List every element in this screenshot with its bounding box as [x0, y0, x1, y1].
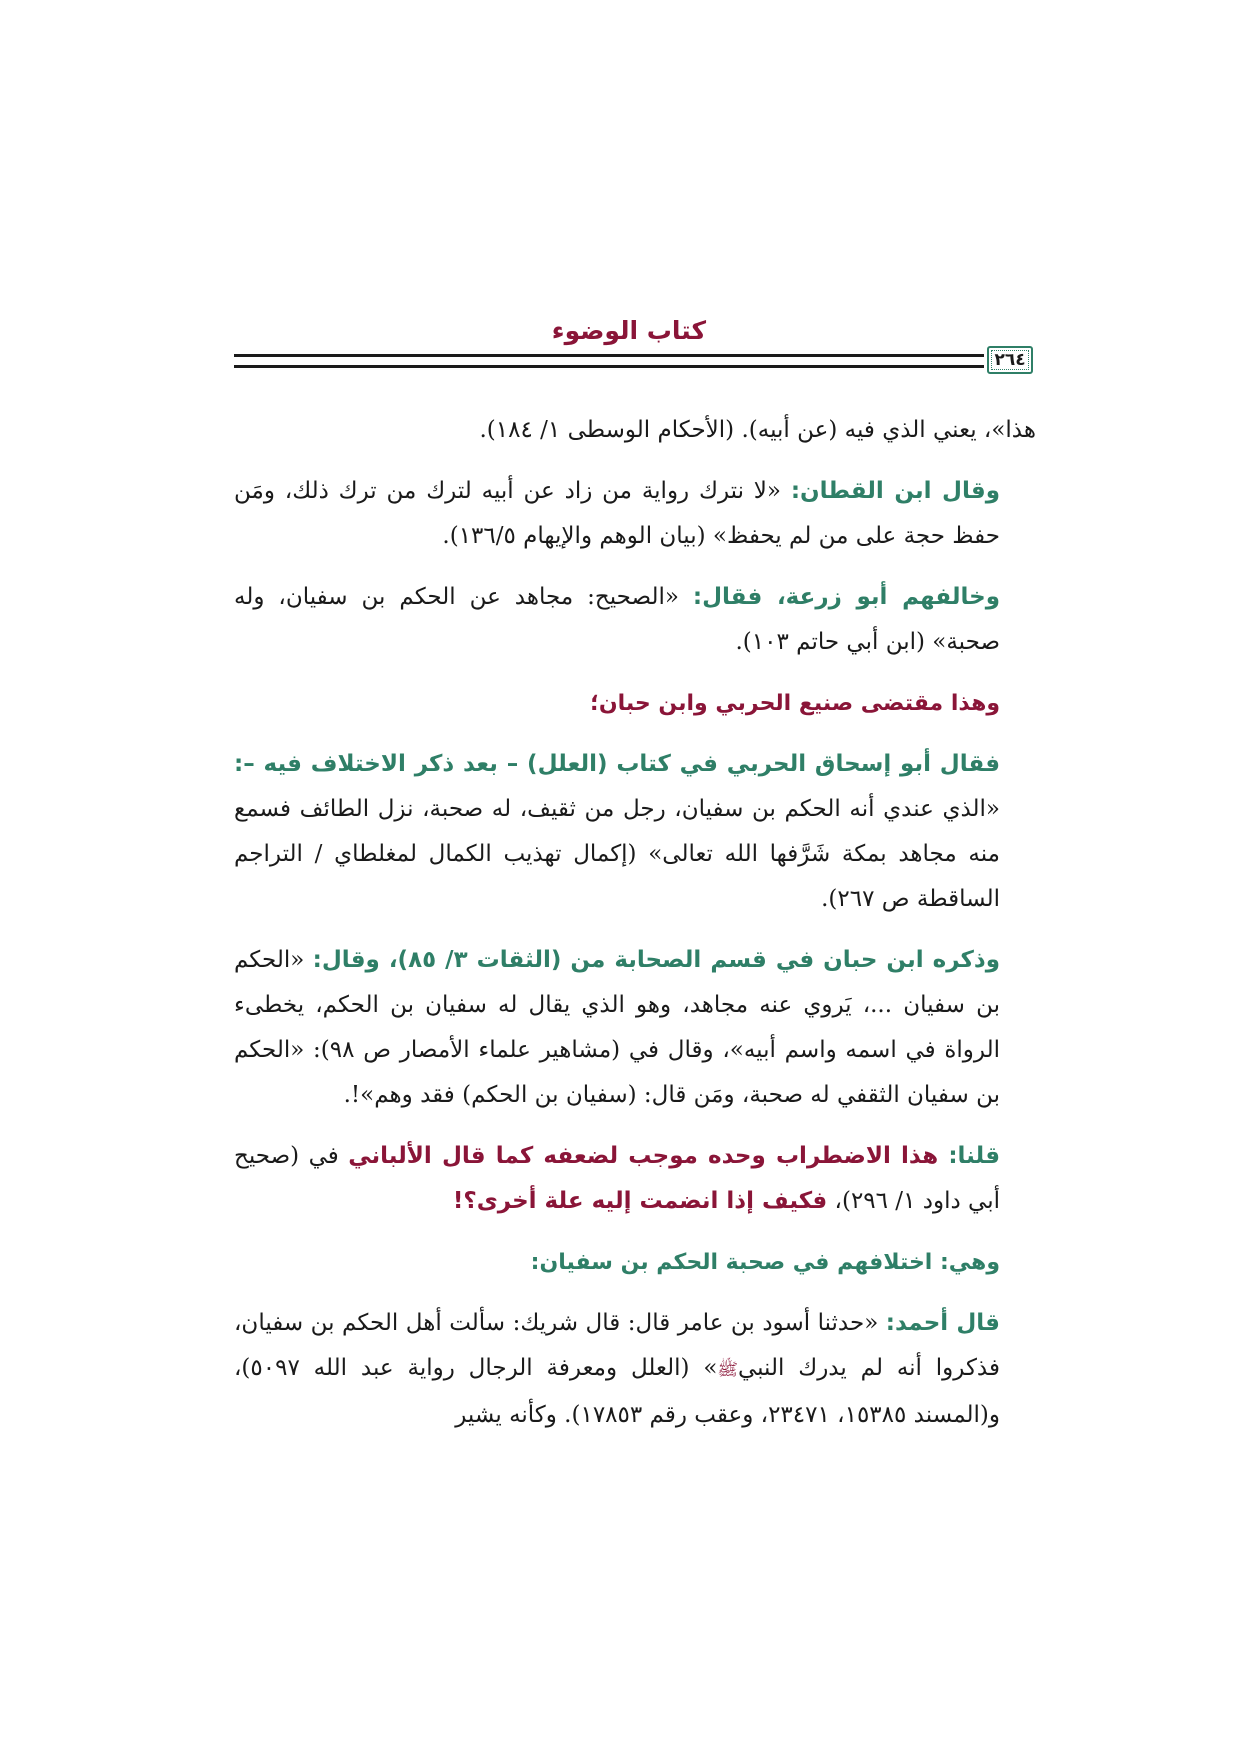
section-heading: وهذا مقتضى صنيع الحربي وابن حبان؛	[590, 691, 1000, 716]
paragraph-text: في (صحيح أبي داود ١/ ٢٩٦)،	[234, 1143, 1000, 1214]
paragraph-text: «الصحيح: مجاهد عن الحكم بن سفيان، وله صحبة» (ابن أبي حاتم ١٠٣).	[234, 584, 1000, 655]
page-number-frame	[984, 346, 1036, 376]
paragraph-text: هذا»، يعني الذي فيه (عن أبيه). (الأحكام الوسطى ١/ ١٨٤).	[479, 417, 1036, 443]
speaker-label: فقال أبو إسحاق الحربي في كتاب (العلل) – بعد ذكر الاختلاف فيه –:	[234, 751, 1000, 777]
highlighted-text: هذا الاضطراب وحده موجب لضعفه كما قال الألباني	[348, 1143, 949, 1169]
header-rule-bottom	[234, 365, 1036, 368]
paragraph	[234, 1134, 1036, 1224]
paragraph-text: «الحكم بن سفيان ...، يَروي عنه مجاهد، وهو الذي يقال له سفيان بن الحكم، يخطىء الرواة في اسمه واسم أبيه»، وقال في (مشاهير علماء الأمصار ص ٩٨): «الحكم بن سفيان الثقفي له صحبة، ومَن قال: (سفيان بن الحكم) فقد وهم»!.	[234, 947, 1000, 1108]
paragraph-text: «لا نترك رواية من زاد عن أبيه لترك من ترك ذلك، ومَن حفظ حجة على من لم يحفظ» (بيان الوهم والإيهام ١٣٦/٥).	[234, 478, 1000, 549]
page-body	[234, 408, 1036, 1454]
paragraph	[234, 408, 1036, 453]
speaker-label: قلنا:	[948, 1143, 1000, 1169]
highlighted-text: فكيف إذا انضمت إليه علة أخرى؟!	[452, 1188, 828, 1214]
speaker-label: قال أحمد:	[885, 1310, 1000, 1336]
paragraph	[234, 1301, 1036, 1438]
salutation-glyph: ﷺ	[717, 1360, 738, 1380]
paragraph-text: «حدثنا أسود بن عامر قال: قال شريك: سألت أهل الحكم بن سفيان، فذكروا أنه لم يدرك النبي	[234, 1310, 1000, 1381]
page-number: ٢٦٤	[994, 350, 1026, 370]
section-heading: وهي: اختلافهم في صحبة الحكم بن سفيان:	[530, 1250, 1000, 1275]
header-rule-top	[234, 354, 1036, 357]
paragraph	[234, 469, 1036, 559]
speaker-label: وخالفهم أبو زرعة، فقال:	[692, 584, 1000, 610]
speaker-label: وقال ابن القطان:	[790, 478, 1001, 504]
paragraph-text: » (العلل ومعرفة الرجال رواية عبد الله ٥٠٩٧)، و(المسند ١٥٣٨٥، ٢٣٤٧١، وعقب رقم ١٧٨٥٣). وكأنه يشير	[234, 1355, 1000, 1428]
ornament-frame-icon	[987, 346, 1033, 374]
paragraph-text: «الذي عندي أنه الحكم بن سفيان، رجل من ثقيف، له صحبة، نزل الطائف فسمع منه مجاهد بمكة شَرَّفها الله تعالى» (إكمال تهذيب الكمال لمغلطاي / التراجم الساقطة ص ٢٦٧).	[234, 796, 1000, 912]
book-title: كتاب الوضوء	[551, 316, 706, 345]
running-header	[234, 318, 1036, 398]
paragraph	[234, 575, 1036, 665]
paragraph	[234, 742, 1036, 922]
speaker-label: وذكره ابن حبان في قسم الصحابة من (الثقات ٣/ ٨٥)، وقال:	[312, 947, 1001, 973]
paragraph	[234, 938, 1036, 1118]
